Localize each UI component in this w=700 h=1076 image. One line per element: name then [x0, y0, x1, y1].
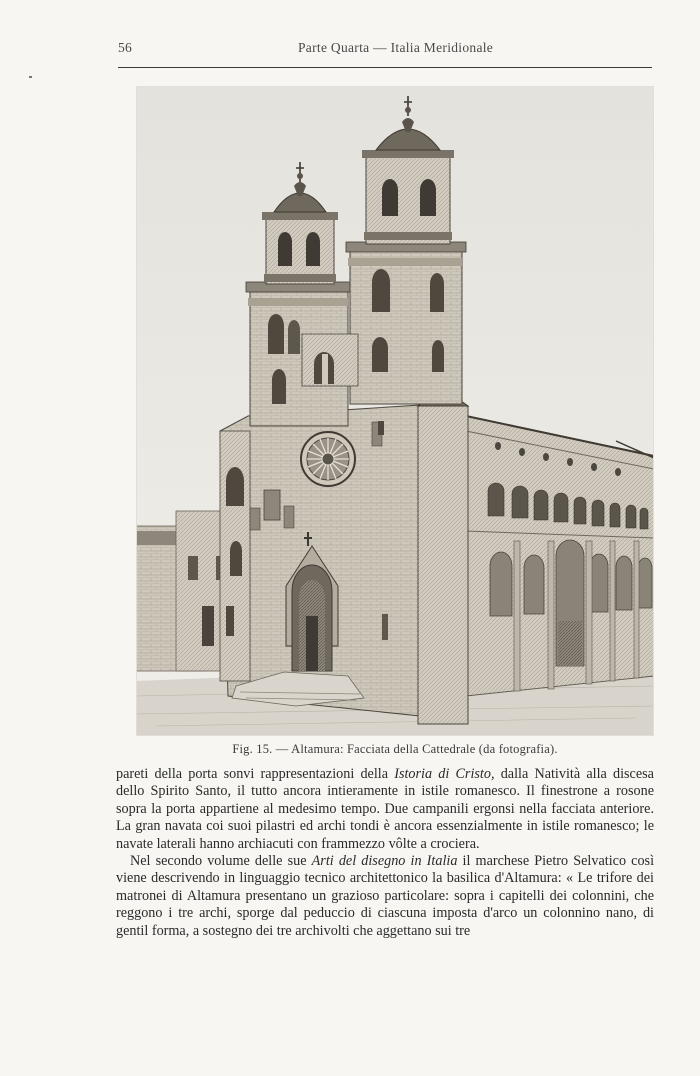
engraving-drawing	[136, 86, 654, 736]
body-text	[116, 766, 654, 940]
paragraph-2-italic-title: Arti del disegno in Italia	[311, 853, 458, 870]
page-number: 56	[118, 40, 133, 55]
paragraph-2-text-a: Nel secondo volume delle sue	[130, 853, 312, 870]
header-rule	[118, 67, 652, 68]
paragraph-1-italic-title: Istoria di Cristo,	[394, 766, 495, 782]
stray-mark	[29, 76, 32, 78]
figure-caption: Fig. 15. — Altamura: Facciata della Cattedrale (da fotografia).	[232, 742, 558, 756]
paragraph-1-text-a: pareti della porta sonvi rappresentazioni della	[116, 766, 395, 782]
cathedral-illustration	[136, 86, 654, 736]
paragraph-2	[116, 853, 654, 940]
paragraph-2-text-b: il marchese Pietro Selvatico così viene descrivendo in linguaggio tecnico architettonico la basilica d'Altamura: « Le trifore dei matronei di Altamura presentano un grazioso particolare: sopra i capitelli dei colonnini, che reggono i tre archi, sporge dal peduccio di ciascuna imposta d'arco un colonnino nano, di gentil forma, a sostegno dei tre archivolti che aggettano sui tre	[116, 853, 655, 939]
paragraph-1	[116, 766, 654, 853]
running-head: Parte Quarta — Italia Meridionale	[298, 40, 494, 55]
paragraph-1-text-b: dalla Natività alla discesa dello Spirito Santo, il tutto ancora intieramente in istile romanesco. Il finestrone a rosone sopra la porta appartiene al medesimo tempo. Due campanili ergonsi nella facciata anteriore. La gran navata coi suoi pilastri ed archi tondi è ancora essenzialmente in istile romanesco; le navate laterali hanno archiacuti con frammezzo vôlte a crociera.	[116, 766, 654, 852]
page-header	[118, 40, 652, 60]
